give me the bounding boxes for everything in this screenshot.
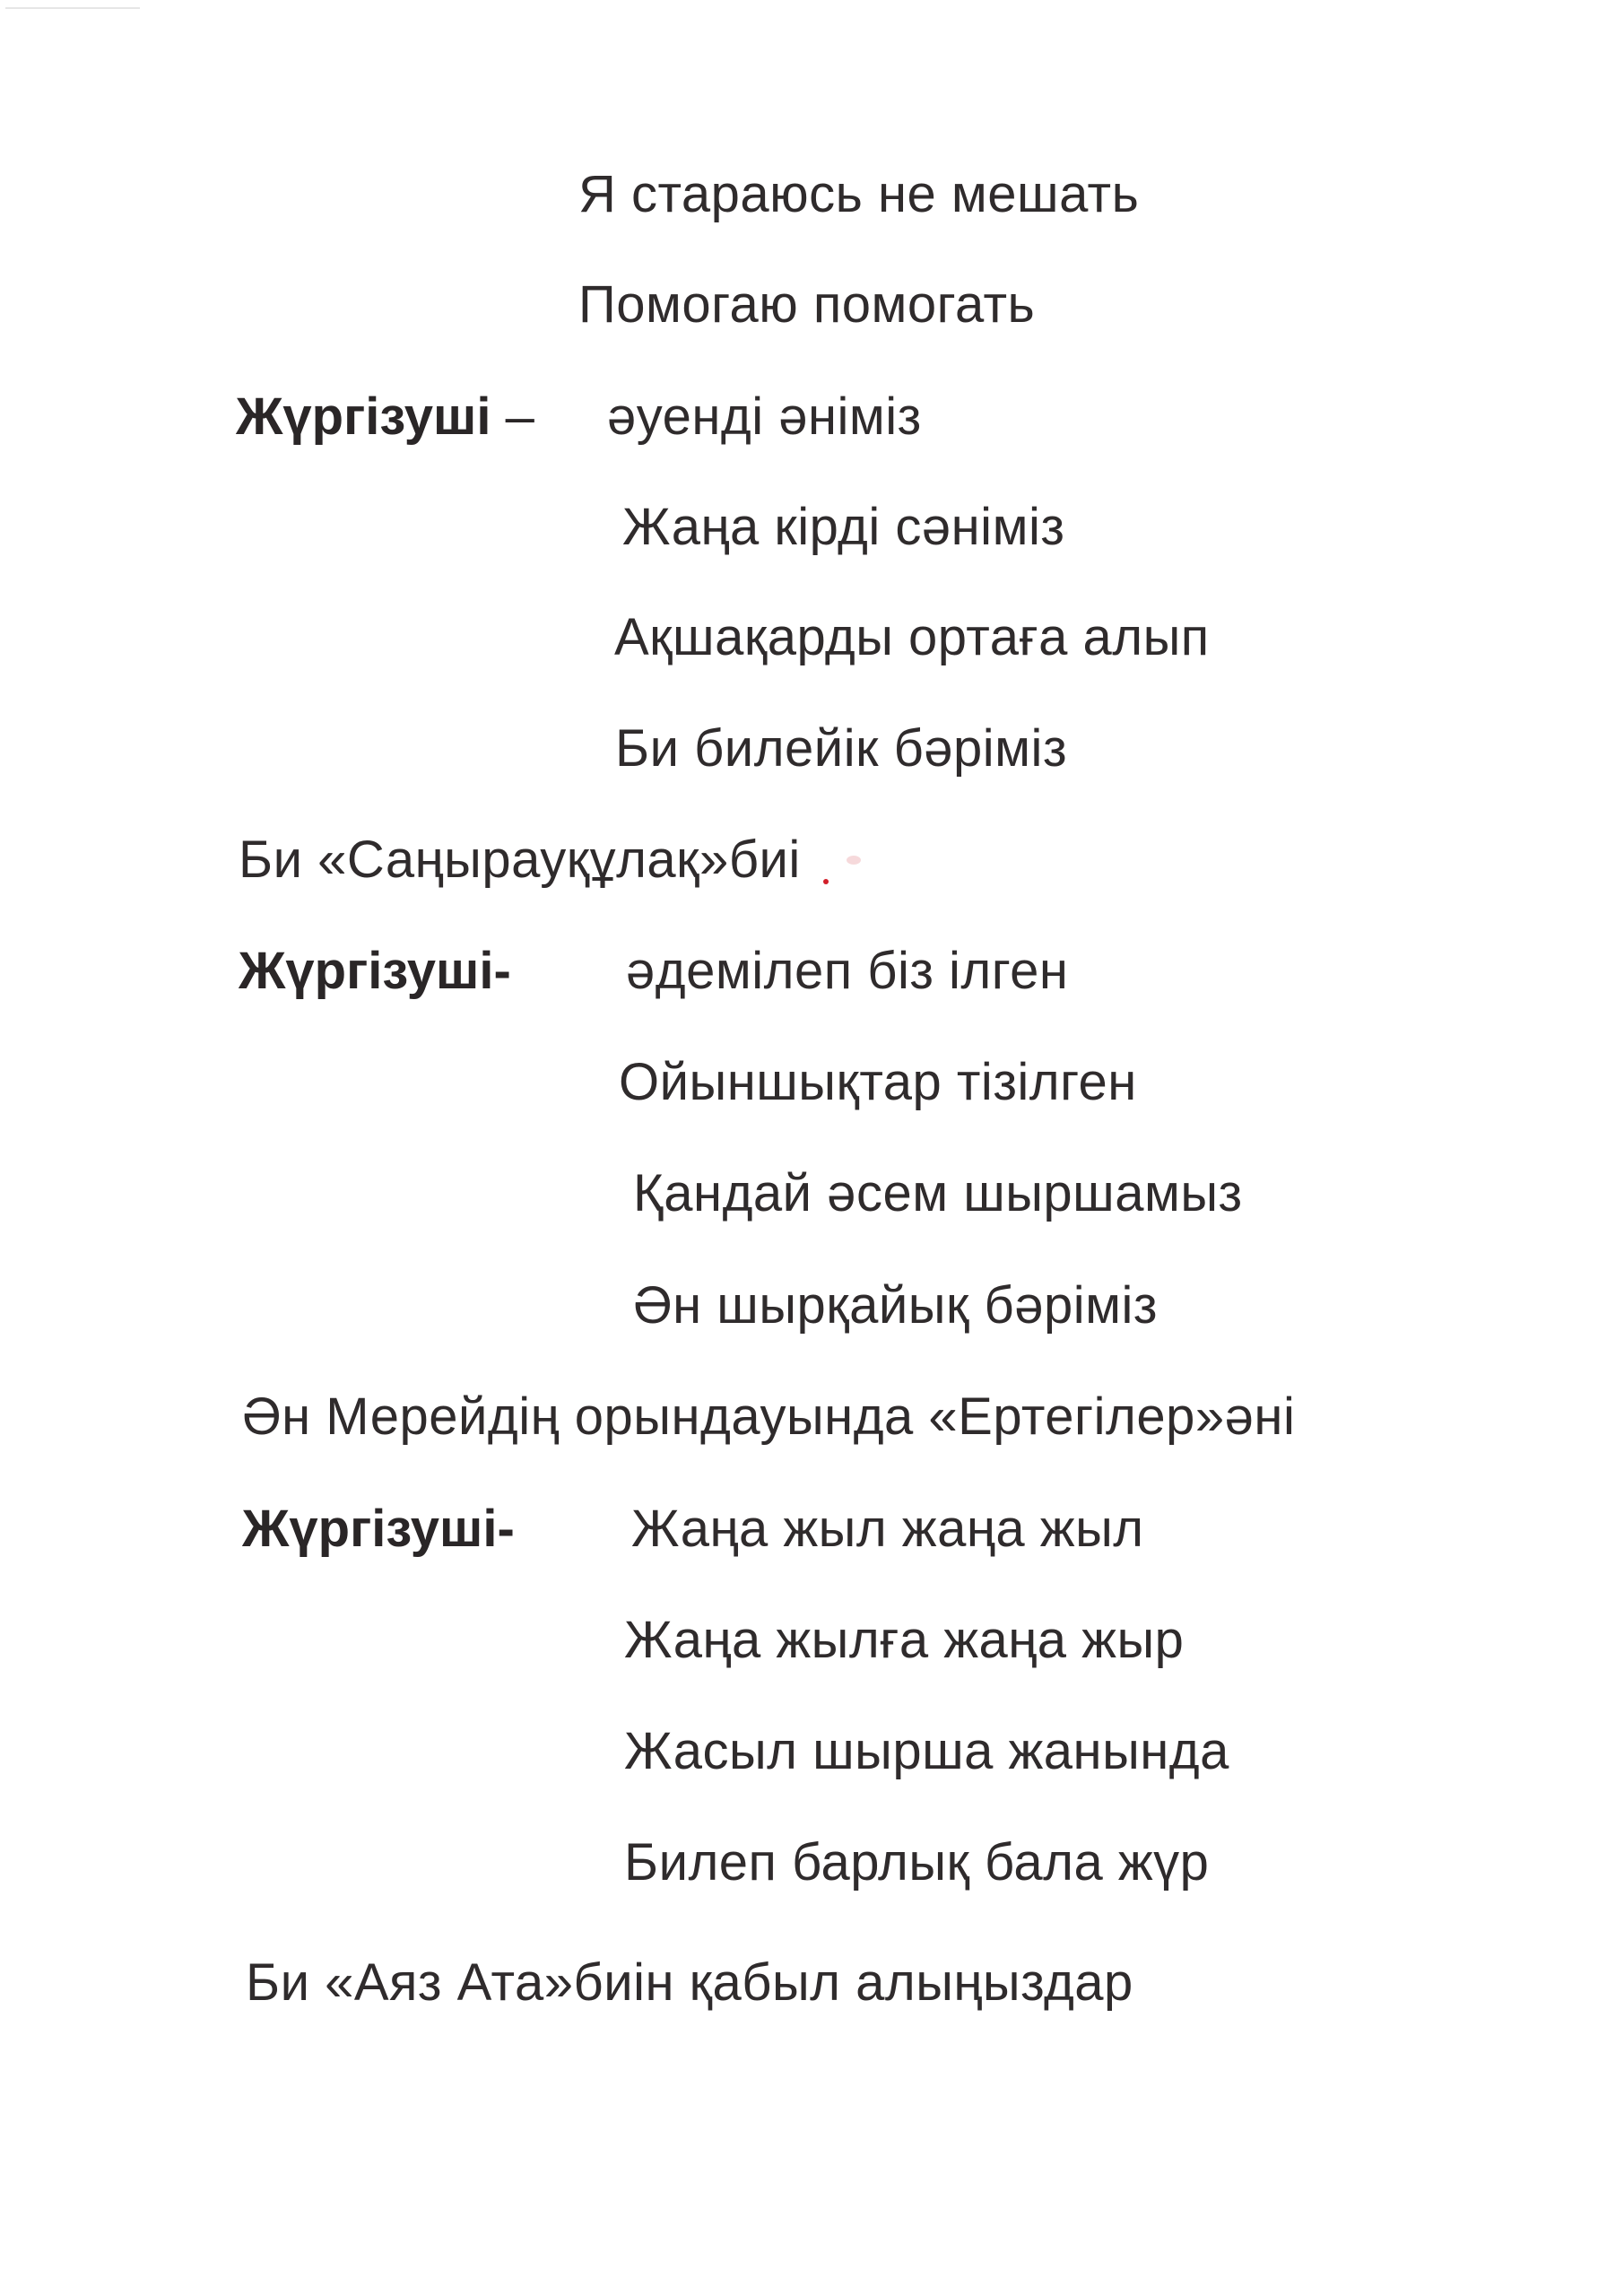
- ink-speck: [823, 879, 829, 884]
- text-line: Я стараюсь не мешать: [578, 165, 1140, 223]
- text-line: Би «Аяз Ата»биін қабыл алыңыздар: [246, 1953, 1133, 2012]
- text-line: Ақшақарды ортаға алып: [614, 608, 1210, 666]
- text-line: Ойыншықтар тізілген: [619, 1053, 1137, 1111]
- speaker-label: [236, 386, 534, 448]
- text-line: әуенді әніміз: [607, 387, 922, 446]
- text-line: Жаңа жыл жаңа жыл: [631, 1500, 1144, 1558]
- text-line: Ән Мерейдің орындауында «Ертегілер»әні: [242, 1387, 1296, 1446]
- text-line: әдемілеп біз ілген: [626, 942, 1069, 1000]
- text-line: Жасыл шырша жанында: [624, 1722, 1229, 1780]
- text-line: Жаңа кірді сәніміз: [622, 498, 1065, 556]
- text-line: Қандай әсем шыршамыз: [633, 1164, 1243, 1222]
- speaker-name: Жүргізуші: [236, 387, 491, 446]
- speaker-label: Жүргізуші-: [239, 942, 511, 1000]
- text-line: Би билейік бәріміз: [615, 719, 1068, 778]
- text-line: Би «Саңырауқұлақ»биі: [239, 831, 801, 889]
- speaker-label: Жүргізуші-: [242, 1500, 515, 1558]
- text-line: Жаңа жылға жаңа жыр: [624, 1611, 1185, 1669]
- scan-edge-mark: [5, 7, 140, 9]
- ink-smudge: [847, 856, 861, 865]
- text-line: Билеп барлық бала жүр: [624, 1833, 1210, 1892]
- text-line: Помогаю помогать: [578, 275, 1036, 334]
- text-line: Ән шырқайық бәріміз: [633, 1276, 1158, 1335]
- speaker-dash: –: [491, 387, 534, 446]
